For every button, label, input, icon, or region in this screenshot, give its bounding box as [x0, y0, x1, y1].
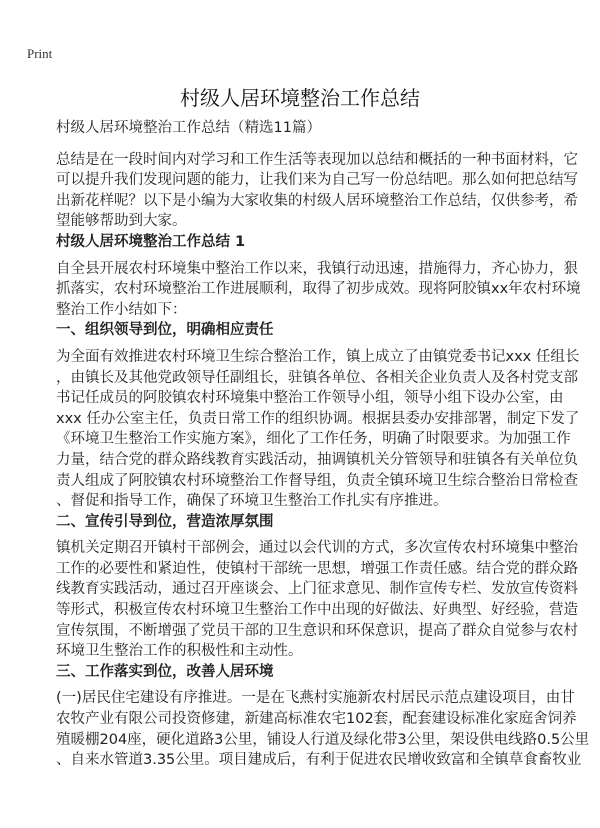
- paragraph-line: 总结是在一段时间内对学习和工作生活等表现加以总结和概括的一种书面材料，它: [56, 151, 578, 168]
- paragraph-line: 镇机关定期召开镇村干部例会，通过以会代训的方式，多次宣传农村环境集中整治: [56, 540, 578, 557]
- paragraph-line: 等形式，积极宣传农村环境卫生整治工作中出现的好做法、好典型、好经验，营造: [56, 602, 578, 619]
- paragraph-line: 整治工作小结如下：: [56, 301, 187, 318]
- paragraph-line: 自全县开展农村环境集中整治工作以来，我镇行动迅速，措施得力，齐心协力，狠: [56, 260, 578, 277]
- section-heading: 村级人居环境整治工作总结 1: [56, 233, 246, 250]
- paragraph: [56, 259, 581, 321]
- paragraph: [56, 150, 578, 232]
- paragraph-line: 可以提升我们发现问题的能力，让我们来为自己写一份总结吧。那么如何把总结写: [56, 172, 578, 189]
- paragraph-line: 力量，结合党的群众路线教育实践活动，抽调镇机关分管领导和驻镇各有关单位负: [56, 451, 578, 468]
- section-heading: 三、工作落实到位，改善人居环境: [56, 663, 274, 680]
- paragraph-line: 书记任成员的阿胶镇农村环境集中整治工作领导小组，领导小组下设办公室，由: [56, 390, 564, 407]
- paragraph-line: xxx 任办公室主任，负责日常工作的组织协调。根据县委办安排部署，制定下发了: [56, 410, 580, 427]
- paragraph-line: 、自来水管道3.35公里。项目建成后，有利于促进农民增收致富和全镇草食畜牧业: [56, 752, 582, 769]
- paragraph-line: 环境卫生整治工作的积极性和主动性。: [56, 643, 303, 660]
- paragraph-line: (一)居民住宅建设有序推进。一是在飞燕村实施新农村居民示范点建设项目，由甘: [56, 690, 575, 707]
- paragraph-line: ，由镇长及其他党政领导任副组长，驻镇各单位、各相关企业负责人及各村党支部: [56, 369, 578, 386]
- paragraph-line: 《环境卫生整治工作实施方案》，细化了工作任务，明确了时限要求。为加强工作: [56, 431, 571, 448]
- section-heading: 二、宣传引导到位，营造浓厚氛围: [56, 513, 274, 530]
- page-title: 村级人居环境整治工作总结: [180, 86, 420, 110]
- section-heading: 一、组织领导到位，明确相应责任: [56, 322, 274, 339]
- paragraph: [56, 347, 580, 512]
- document-subtitle: 村级人居环境整治工作总结（精选11篇）: [56, 120, 321, 136]
- paragraph-line: 责人组成了阿胶镇农村环境整治工作督导组，负责全镇环境卫生综合整治日常检查: [56, 472, 578, 489]
- paragraph-line: 殖暖棚204座，硬化道路3公里，铺设人行道及绿化带3公里，架设供电线路0.5公里: [56, 731, 590, 748]
- paragraph-line: 线教育实践活动，通过召开座谈会、上门征求意见、制作宣传专栏、发放宣传资料: [56, 581, 578, 598]
- paragraph: [56, 538, 578, 662]
- paragraph-line: 宣传氛围，不断增强了党员干部的卫生意识和环保意识，提高了群众自觉参与农村: [56, 622, 578, 639]
- paragraph-line: 、督促和指导工作，确保了环境卫生整治工作扎实有序推进。: [56, 493, 448, 510]
- paragraph: [56, 688, 590, 770]
- paragraph-line: 工作的必要性和紧迫性，使镇村干部统一思想，增强工作责任感。结合党的群众路: [56, 560, 578, 577]
- print-link[interactable]: Print: [27, 46, 53, 61]
- paragraph-line: 抓落实，农村环境整治工作进展顺利，取得了初步成效。现将阿胶镇xx年农村环境: [56, 281, 581, 298]
- document-body: [56, 118, 590, 771]
- paragraph-line: 为全面有效推进农村环境卫生综合整治工作，镇上成立了由镇党委书记xxx 任组长: [56, 348, 580, 365]
- paragraph-line: 农牧产业有限公司投资修建，新建高标准农宅102套，配套建设标准化家庭舍饲养: [56, 711, 577, 728]
- paragraph-line: 望能够帮助到大家。: [56, 213, 187, 230]
- paragraph-line: 出新花样呢？以下是小编为大家收集的村级人居环境整治工作总结，仅供参考，希: [56, 192, 578, 209]
